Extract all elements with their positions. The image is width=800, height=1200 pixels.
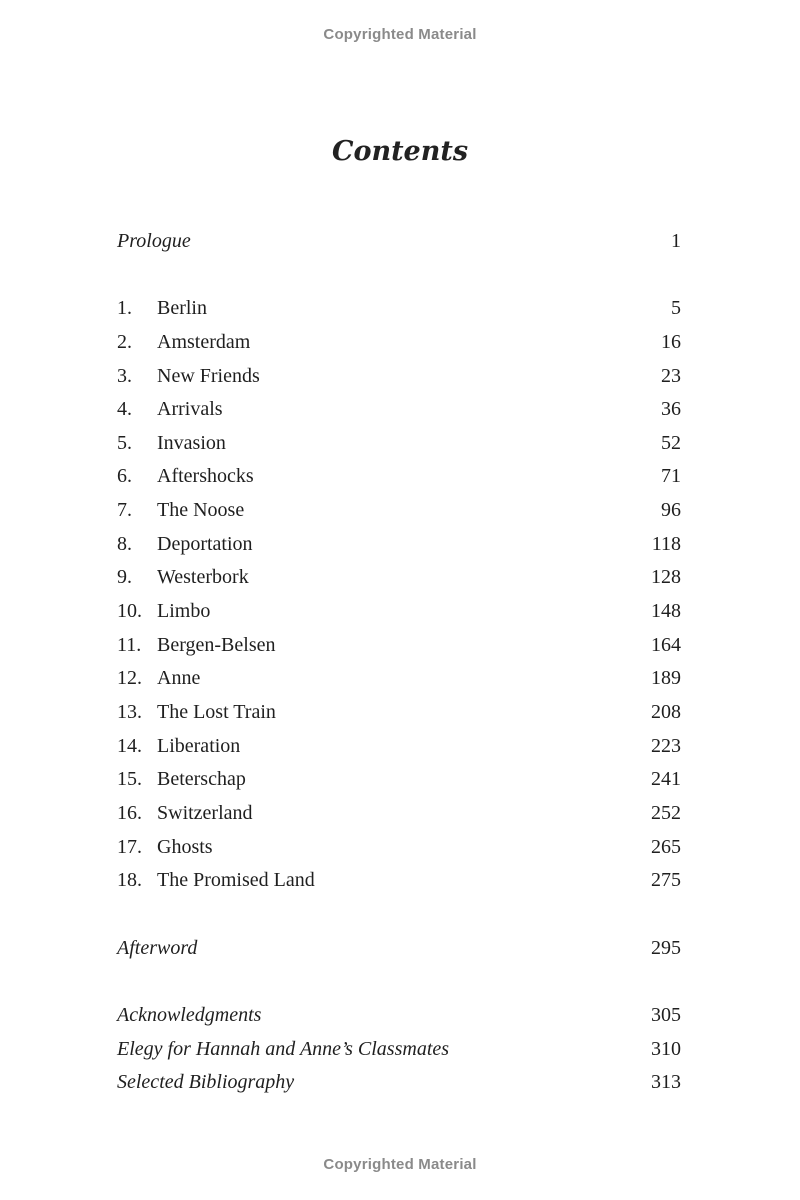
chapter-title: Aftershocks — [157, 465, 254, 487]
toc-entry-elegy[interactable] — [117, 1035, 681, 1063]
chapter-number: 6. — [117, 465, 132, 487]
toc-entry-title: Prologue — [117, 230, 191, 252]
chapter-number: 18. — [117, 869, 142, 891]
chapter-number: 11. — [117, 634, 142, 656]
chapter-page: 5 — [671, 297, 681, 319]
toc-chapter-row[interactable] — [117, 563, 681, 591]
chapter-title: Deportation — [157, 533, 253, 555]
chapter-page: 275 — [651, 869, 681, 891]
chapter-title: Beterschap — [157, 768, 246, 790]
chapter-title: Bergen-Belsen — [157, 634, 276, 656]
chapter-number: 5. — [117, 432, 132, 454]
chapter-page: 128 — [651, 566, 681, 588]
chapter-page: 189 — [651, 667, 681, 689]
toc-entry-title: Acknowledgments — [117, 1004, 262, 1026]
chapter-title: Arrivals — [157, 398, 223, 420]
chapter-number: 3. — [117, 365, 132, 387]
chapter-number: 2. — [117, 331, 132, 353]
chapter-page: 16 — [661, 331, 681, 353]
chapter-title: Liberation — [157, 735, 241, 757]
toc-chapter-row[interactable] — [117, 866, 681, 894]
chapter-number: 4. — [117, 398, 132, 420]
chapter-title: Anne — [157, 667, 201, 689]
toc-chapter-row[interactable] — [117, 833, 681, 861]
toc-chapter-row[interactable] — [117, 496, 681, 524]
chapter-number: 1. — [117, 297, 132, 319]
chapter-title: Westerbork — [157, 566, 249, 588]
toc-chapter-row[interactable] — [117, 765, 681, 793]
chapter-title: Ghosts — [157, 836, 213, 858]
chapter-page: 23 — [661, 365, 681, 387]
chapter-number: 14. — [117, 735, 142, 757]
chapter-number: 12. — [117, 667, 142, 689]
toc-chapter-row[interactable] — [117, 698, 681, 726]
chapter-title: Amsterdam — [157, 331, 251, 353]
chapter-title: New Friends — [157, 365, 260, 387]
toc-entry-page: 1 — [671, 230, 681, 252]
toc-chapter-row[interactable] — [117, 395, 681, 423]
toc-entry-prologue[interactable] — [117, 227, 681, 255]
toc-entry-acknowledgments[interactable] — [117, 1001, 681, 1029]
chapter-page: 252 — [651, 802, 681, 824]
chapter-number: 7. — [117, 499, 132, 521]
toc-chapter-row[interactable] — [117, 597, 681, 625]
chapter-page: 36 — [661, 398, 681, 420]
copyright-watermark-bottom: Copyrighted Material — [323, 1156, 477, 1173]
chapter-page: 96 — [661, 499, 681, 521]
toc-chapter-row[interactable] — [117, 462, 681, 490]
chapter-page: 148 — [651, 600, 681, 622]
chapter-title: The Promised Land — [157, 869, 315, 891]
chapter-page: 71 — [661, 465, 681, 487]
page-title: Contents — [331, 136, 469, 168]
toc-chapter-row[interactable] — [117, 799, 681, 827]
chapter-page: 208 — [651, 701, 681, 723]
toc-entry-afterword[interactable] — [117, 934, 681, 962]
chapter-page: 241 — [651, 768, 681, 790]
chapter-page: 164 — [651, 634, 681, 656]
toc-entry-bibliography[interactable] — [117, 1068, 681, 1096]
toc-chapter-row[interactable] — [117, 530, 681, 558]
chapter-title: The Noose — [157, 499, 245, 521]
chapter-page: 118 — [651, 533, 681, 555]
toc-entry-title: Selected Bibliography — [117, 1071, 295, 1093]
toc-chapter-row[interactable] — [117, 732, 681, 760]
chapter-title: Limbo — [157, 600, 211, 622]
chapter-number: 16. — [117, 802, 142, 824]
toc-entry-page: 313 — [651, 1071, 681, 1093]
chapter-number: 9. — [117, 566, 132, 588]
chapter-page: 223 — [651, 735, 681, 757]
chapter-title: Invasion — [157, 432, 226, 454]
copyright-watermark-top: Copyrighted Material — [323, 26, 477, 43]
chapter-page: 265 — [651, 836, 681, 858]
chapter-number: 13. — [117, 701, 142, 723]
toc-chapter-row[interactable] — [117, 429, 681, 457]
chapter-title: The Lost Train — [157, 701, 276, 723]
toc-entry-title: Afterword — [117, 937, 198, 959]
toc-entry-title: Elegy for Hannah and Anne’s Classmates — [117, 1038, 450, 1060]
toc-chapter-row[interactable] — [117, 328, 681, 356]
chapter-number: 15. — [117, 768, 142, 790]
chapter-number: 8. — [117, 533, 132, 555]
chapter-title: Switzerland — [157, 802, 253, 824]
chapter-page: 52 — [661, 432, 681, 454]
chapter-title: Berlin — [157, 297, 207, 319]
chapter-number: 17. — [117, 836, 142, 858]
chapter-number: 10. — [117, 600, 142, 622]
toc-chapter-row[interactable] — [117, 362, 681, 390]
toc-entry-page: 305 — [651, 1004, 681, 1026]
toc-chapter-row[interactable] — [117, 294, 681, 322]
toc-chapter-row[interactable] — [117, 664, 681, 692]
toc-entry-page: 295 — [651, 937, 681, 959]
toc-chapter-row[interactable] — [117, 631, 681, 659]
toc-entry-page: 310 — [651, 1038, 681, 1060]
